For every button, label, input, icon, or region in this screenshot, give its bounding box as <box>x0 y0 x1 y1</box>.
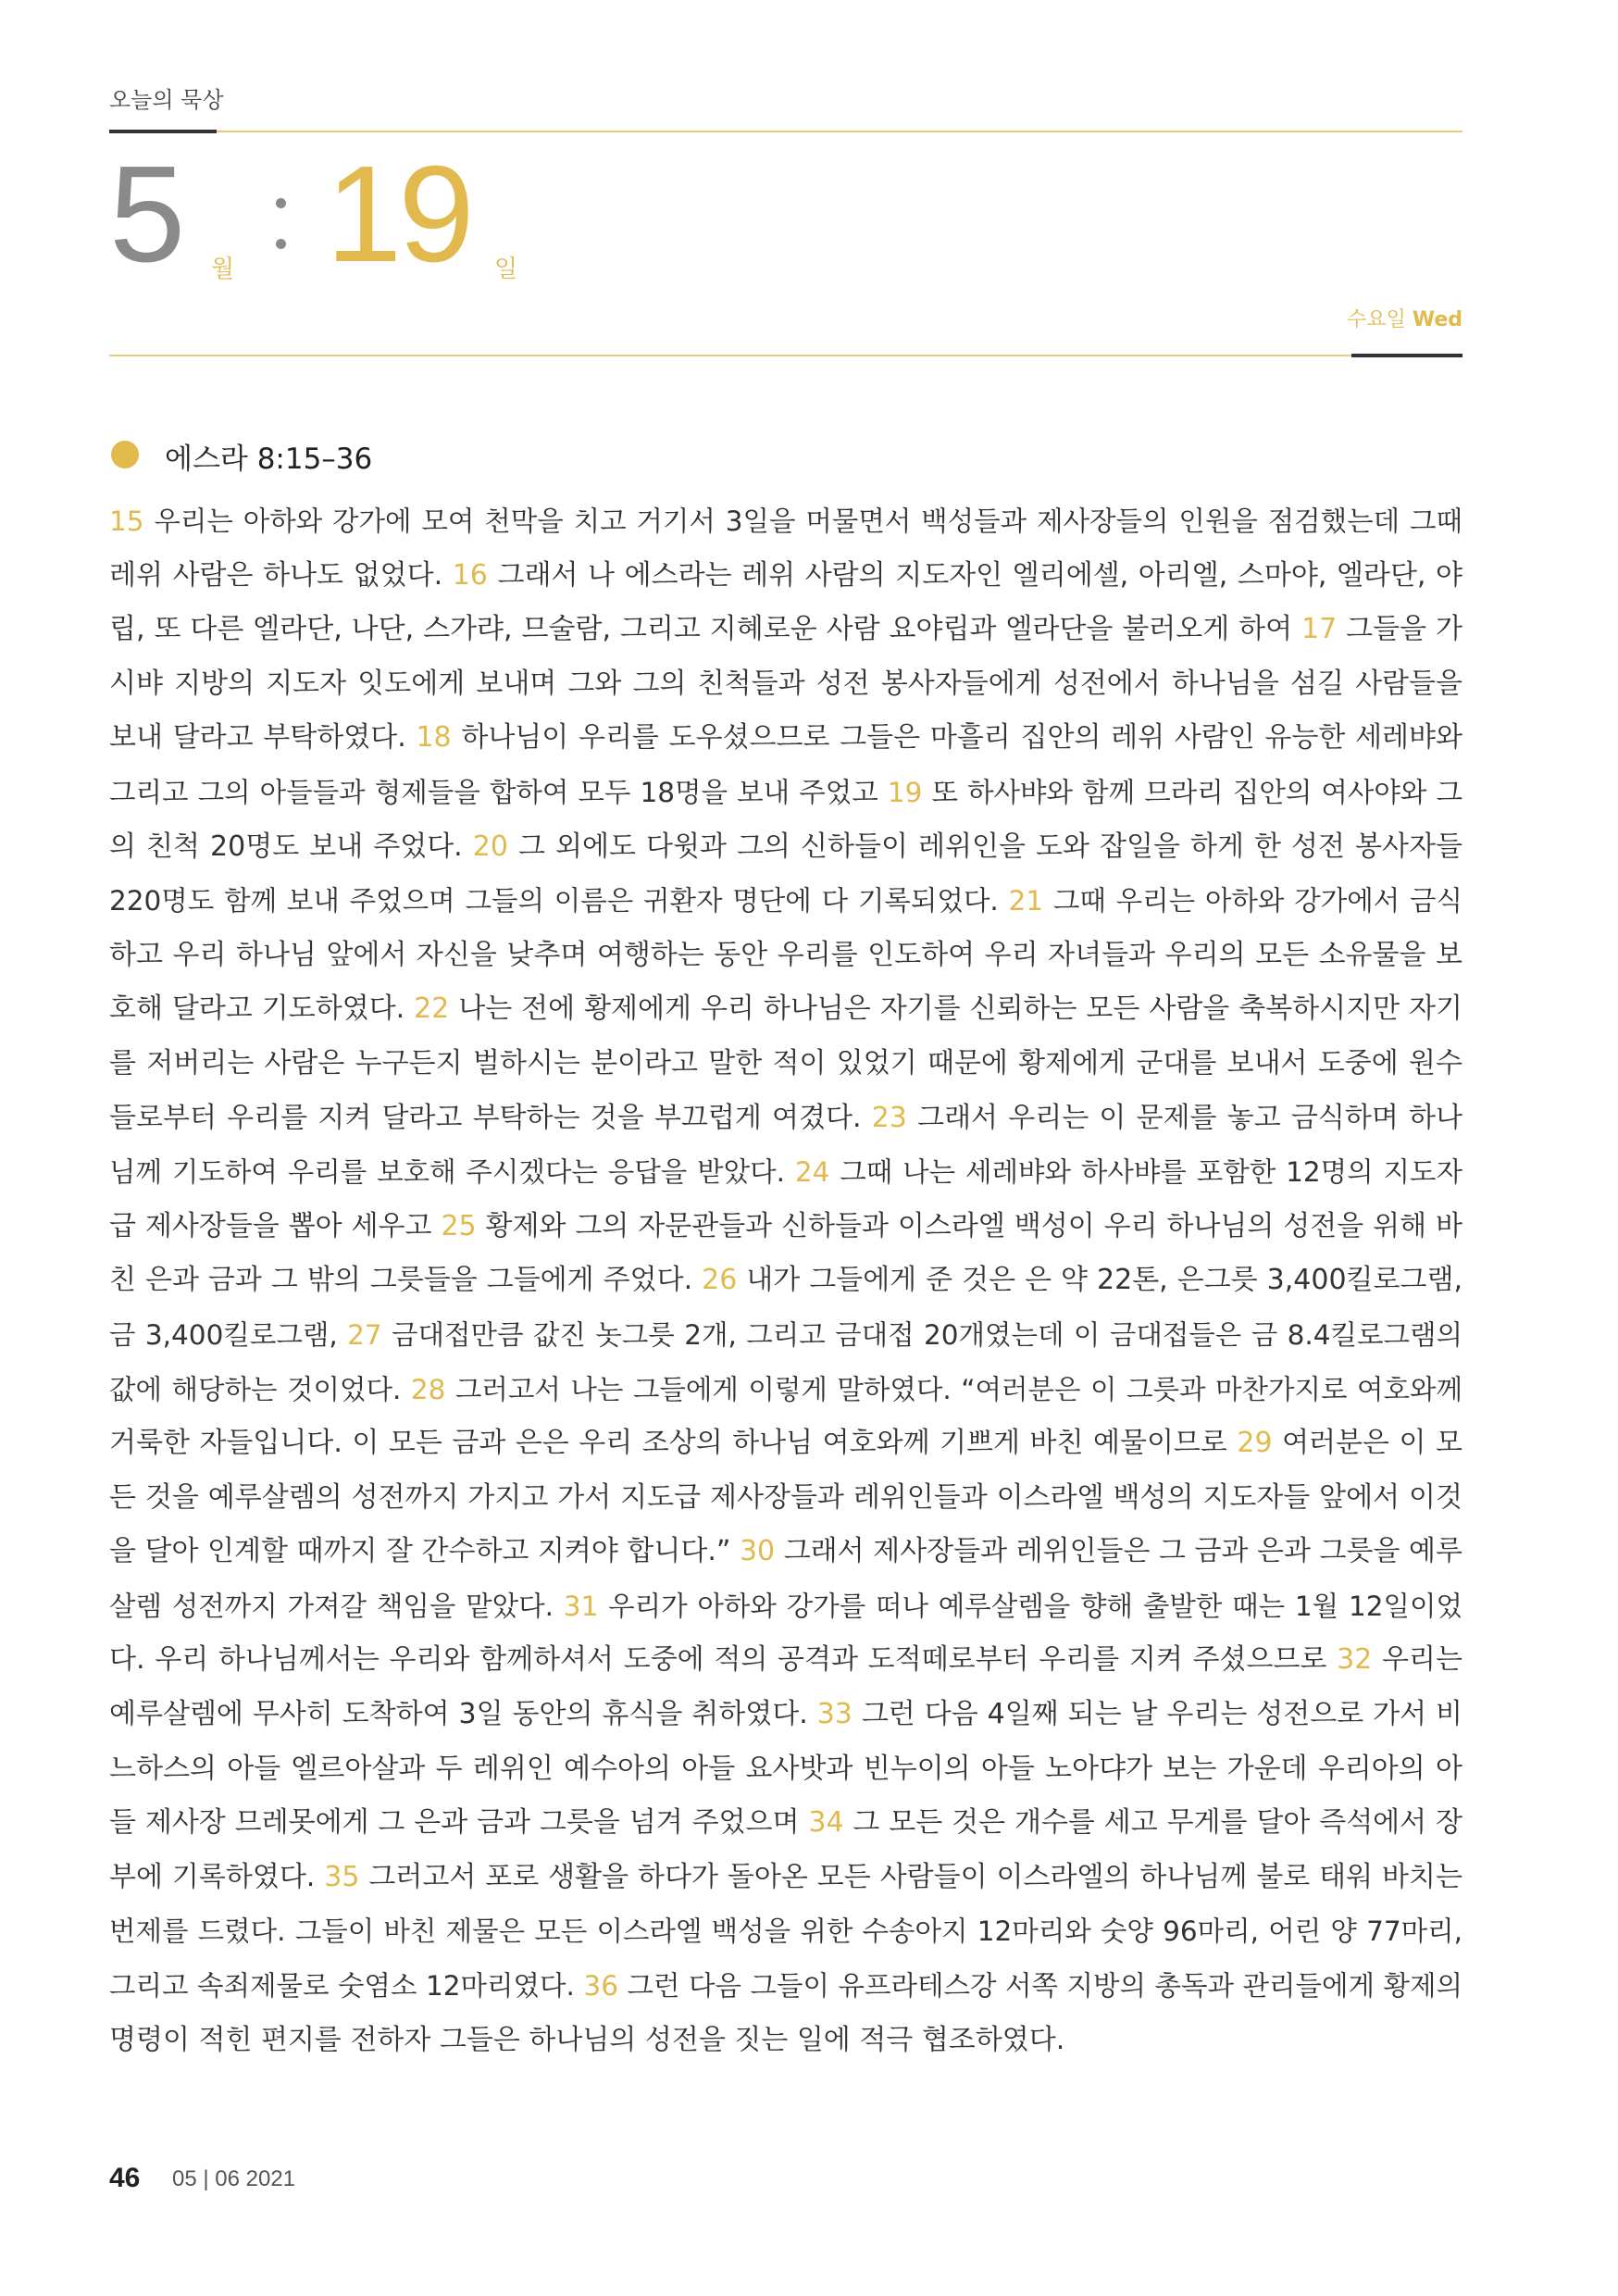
verse-text: 명령이 적힌 편지를 전하자 그들은 하나님의 성전을 짓는 일에 적극 협조하였다. <box>109 2023 1065 2056</box>
verse-text: 을 달아 인계할 때까지 잘 간수하고 지켜야 합니다.” <box>109 1535 740 1568</box>
verse-number: 19 <box>887 776 923 808</box>
verse-text: 그러고서 나는 그들에게 이렇게 말하였다. “여러분은 이 그릇과 마찬가지로 여호와께 <box>445 1373 1462 1405</box>
verse-text: 를 저버리는 사람은 누구든지 벌하시는 분이라고 말한 적이 있었기 때문에 황제에게 군대를 보내서 도중에 원수 <box>109 1046 1462 1079</box>
date-rule-gold <box>109 355 1351 356</box>
passage-line <box>109 1633 1462 1688</box>
verse-text: 그래서 우리는 이 문제를 놓고 금식하며 하나 <box>906 1101 1462 1134</box>
verse-text: 값에 해당하는 것이었다. <box>109 1373 411 1405</box>
verse-text: 거룩한 자들입니다. 이 모든 금과 은은 우리 조상의 하나님 여호와께 기쁘게 바친 예물이므로 <box>109 1427 1238 1460</box>
month-number: 5 <box>109 138 184 291</box>
verse-text: 립, 또 다른 엘라단, 나단, 스가랴, 므술람, 그리고 지혜로운 사람 요야립과 엘라단을 불러오게 하여 <box>109 613 1302 646</box>
verse-number: 15 <box>109 505 144 537</box>
verse-text: 금대접만큼 값진 놋그릇 2개, 그리고 금대접 20개였는데 이 금대접들은 금 8.4킬로그램의 <box>381 1318 1462 1351</box>
verse-number: 36 <box>583 1970 618 2003</box>
weekday-en: Wed <box>1412 308 1462 331</box>
verse-text: 의 친척 20명도 보내 주었다. <box>109 830 473 863</box>
header-rule-gold <box>217 131 1462 132</box>
verse-text: 그때 우리는 아하와 강가에서 금식 <box>1043 885 1462 917</box>
issue-date: 05 | 06 2021 <box>172 2166 296 2191</box>
verse-text: 그 외에도 다윗과 그의 신하들이 레위인을 도와 잡일을 하게 한 성전 봉사자들 <box>507 830 1462 863</box>
date-separator-dot-top <box>276 198 286 208</box>
passage-line <box>109 929 1462 983</box>
passage-line <box>109 603 1462 657</box>
verse-text: 그러고서 포로 생활을 하다가 돌아온 모든 사람들이 이스라엘의 하나님께 불로 태워 바치는 <box>359 1860 1462 1893</box>
passage-line <box>109 1525 1462 1579</box>
verse-number: 22 <box>414 992 450 1026</box>
passage-line <box>109 1037 1462 1092</box>
verse-number: 33 <box>816 1698 853 1731</box>
verse-text: 친 은과 금과 그 밖의 그릇들을 그들에게 주었다. <box>109 1264 703 1297</box>
verse-number: 16 <box>452 558 488 592</box>
verse-text: 그때 나는 세레뱌와 하사뱌를 포함한 12명의 지도자 <box>829 1156 1462 1189</box>
verse-text: 예루살렘에 무사히 도착하여 3일 동안의 휴식을 취하였다. <box>109 1698 817 1731</box>
weekday-ko: 수요일 <box>1347 308 1406 331</box>
passage-line <box>109 549 1462 604</box>
verse-text: 레위 사람은 하나도 없었다. <box>109 558 453 592</box>
verse-number: 34 <box>808 1806 844 1840</box>
verse-text: 하고 우리 하나님 앞에서 자신을 낮추며 여행하는 동안 우리를 인도하여 우리 자녀들과 우리의 모든 소유물을 보 <box>109 938 1462 971</box>
verse-text: 220명도 함께 보내 주었으며 그들의 이름은 귀환자 명단에 다 기록되었다. <box>109 885 1009 917</box>
passage-line <box>109 1959 1462 2014</box>
verse-text: 들 제사장 므레못에게 그 은과 금과 그릇을 넘겨 주었으며 <box>109 1806 809 1840</box>
verse-number: 35 <box>324 1860 360 1893</box>
passage-line <box>109 1363 1462 1417</box>
verse-text: 호해 달라고 기도하였다. <box>109 992 415 1026</box>
passage-line <box>109 1579 1462 1634</box>
verse-text: 들로부터 우리를 지켜 달라고 부탁하는 것을 부끄럽게 여겼다. <box>109 1101 872 1134</box>
verse-number: 18 <box>416 721 452 755</box>
passage-line <box>109 1471 1462 1526</box>
passage-line <box>109 1145 1462 1200</box>
verse-text: 우리는 <box>1372 1643 1462 1677</box>
date-separator-dot-bottom <box>276 239 286 249</box>
verse-text: 그들을 가 <box>1337 613 1462 646</box>
day-label: 일 <box>494 256 518 283</box>
date-rule-dark <box>1351 354 1462 357</box>
verse-number: 27 <box>347 1318 382 1351</box>
passage-line <box>109 1200 1462 1254</box>
passage-line <box>109 1688 1462 1742</box>
verse-text: 님께 기도하여 우리를 보호해 주시겠다는 응답을 받았다. <box>109 1156 795 1189</box>
passage-line <box>109 1416 1462 1471</box>
verse-text: 금 3,400킬로그램, <box>109 1318 348 1351</box>
reference-bullet-icon <box>111 441 139 468</box>
passage-line <box>109 657 1462 712</box>
verse-text: 우리는 아하와 강가에 모여 천막을 치고 거기서 3일을 머물면서 백성들과 제사장들의 인원을 점검했는데 그때 <box>143 505 1462 537</box>
passage-line <box>109 2014 1462 2068</box>
passage-line <box>109 1092 1462 1146</box>
month-label: 월 <box>211 256 235 283</box>
verse-text: 그리고 속죄제물로 숫염소 12마리였다. <box>109 1970 584 2003</box>
verse-text: 다. 우리 하나님께서는 우리와 함께하셔서 도중에 적의 공격과 도적떼로부터 우리를 지켜 주셨으므로 <box>109 1643 1338 1677</box>
verse-text: 그래서 나 에스라는 레위 사람의 지도자인 엘리에셀, 아리엘, 스마야, 엘라단, 야 <box>487 558 1463 592</box>
verse-text: 우리가 아하와 강가를 떠나 예루살렘을 향해 출발한 때는 1월 12일이었 <box>598 1590 1462 1622</box>
section-title: 오늘의 묵상 <box>109 87 224 113</box>
verse-text: 시뱌 지방의 지도자 잇도에게 보내며 그와 그의 친척들과 성전 봉사자들에게 성전에서 하나님을 섬길 사람들을 <box>109 667 1462 700</box>
verse-text: 나는 전에 황제에게 우리 하나님은 자기를 신뢰하는 모든 사람을 축복하시지만 자기 <box>449 992 1462 1026</box>
passage-text <box>109 494 1462 2067</box>
weekday <box>1347 304 1462 332</box>
verse-number: 20 <box>472 830 508 863</box>
verse-text: 보내 달라고 부탁하였다. <box>109 721 417 755</box>
day-number: 19 <box>326 138 471 291</box>
verse-text: 그런 다음 4일째 되는 날 우리는 성전으로 가서 비 <box>852 1698 1462 1731</box>
verse-number: 25 <box>441 1209 477 1242</box>
passage-line <box>109 1851 1462 1905</box>
passage-line <box>109 820 1462 875</box>
verse-number: 30 <box>739 1535 776 1568</box>
verse-text: 든 것을 예루살렘의 성전까지 가지고 가서 지도급 제사장들과 레위인들과 이스라엘 백성의 지도자들 앞에서 이것 <box>109 1480 1462 1514</box>
verse-text: 느하스의 아들 엘르아살과 두 레위인 예수아의 아들 요사밧과 빈누이의 아들 노아댜가 보는 가운데 우리아의 아 <box>109 1752 1462 1785</box>
verse-text: 또 하사뱌와 함께 므라리 집안의 여사야와 그 <box>922 776 1462 808</box>
verse-text: 황제와 그의 자문관들과 신하들과 이스라엘 백성이 우리 하나님의 성전을 위해 바 <box>476 1209 1462 1242</box>
scripture-reference: 에스라 8:15–36 <box>165 443 373 476</box>
passage-line <box>109 1904 1462 1959</box>
verse-text: 번제를 드렸다. 그들이 바친 제물은 모든 이스라엘 백성을 위한 수송아지 12마리와 숫양 96마리, 어린 양 77마리, <box>109 1915 1462 1948</box>
verse-text: 하나님이 우리를 도우셨으므로 그들은 마흘리 집안의 레위 사람인 유능한 세레뱌와 <box>451 721 1462 755</box>
passage-line <box>109 766 1462 820</box>
verse-text: 급 제사장들을 뽑아 세우고 <box>109 1209 442 1242</box>
header-rule-dark <box>109 130 217 133</box>
page-number: 46 <box>109 2163 141 2193</box>
passage-line <box>109 1742 1462 1797</box>
passage-line <box>109 874 1462 929</box>
passage-line <box>109 1308 1462 1363</box>
verse-number: 29 <box>1237 1427 1273 1460</box>
verse-text: 부에 기록하였다. <box>109 1860 325 1893</box>
passage-line <box>109 494 1462 549</box>
verse-number: 21 <box>1008 885 1044 917</box>
verse-number: 24 <box>794 1156 830 1189</box>
passage-line <box>109 1796 1462 1851</box>
verse-text: 살렘 성전까지 가져갈 책임을 맡았다. <box>109 1590 564 1622</box>
verse-number: 17 <box>1301 613 1338 646</box>
verse-number: 32 <box>1337 1643 1373 1677</box>
verse-text: 여러분은 이 모 <box>1272 1427 1462 1460</box>
passage-line <box>109 711 1462 766</box>
passage-line <box>109 982 1462 1037</box>
verse-text: 그래서 제사장들과 레위인들은 그 금과 은과 그릇을 예루 <box>775 1535 1462 1568</box>
verse-text: 그 모든 것은 개수를 세고 무게를 달아 즉석에서 장 <box>843 1806 1462 1840</box>
verse-number: 23 <box>871 1101 907 1134</box>
passage-line <box>109 1254 1462 1308</box>
verse-number: 28 <box>410 1373 446 1405</box>
verse-text: 그런 다음 그들이 유프라테스강 서쪽 지방의 총독과 관리들에게 황제의 <box>617 1970 1462 2003</box>
verse-number: 31 <box>563 1590 599 1622</box>
verse-text: 내가 그들에게 준 것은 은 약 22톤, 은그릇 3,400킬로그램, <box>737 1264 1462 1297</box>
verse-text: 그리고 그의 아들들과 형제들을 합하여 모두 18명을 보내 주었고 <box>109 776 888 808</box>
verse-number: 26 <box>702 1264 738 1297</box>
